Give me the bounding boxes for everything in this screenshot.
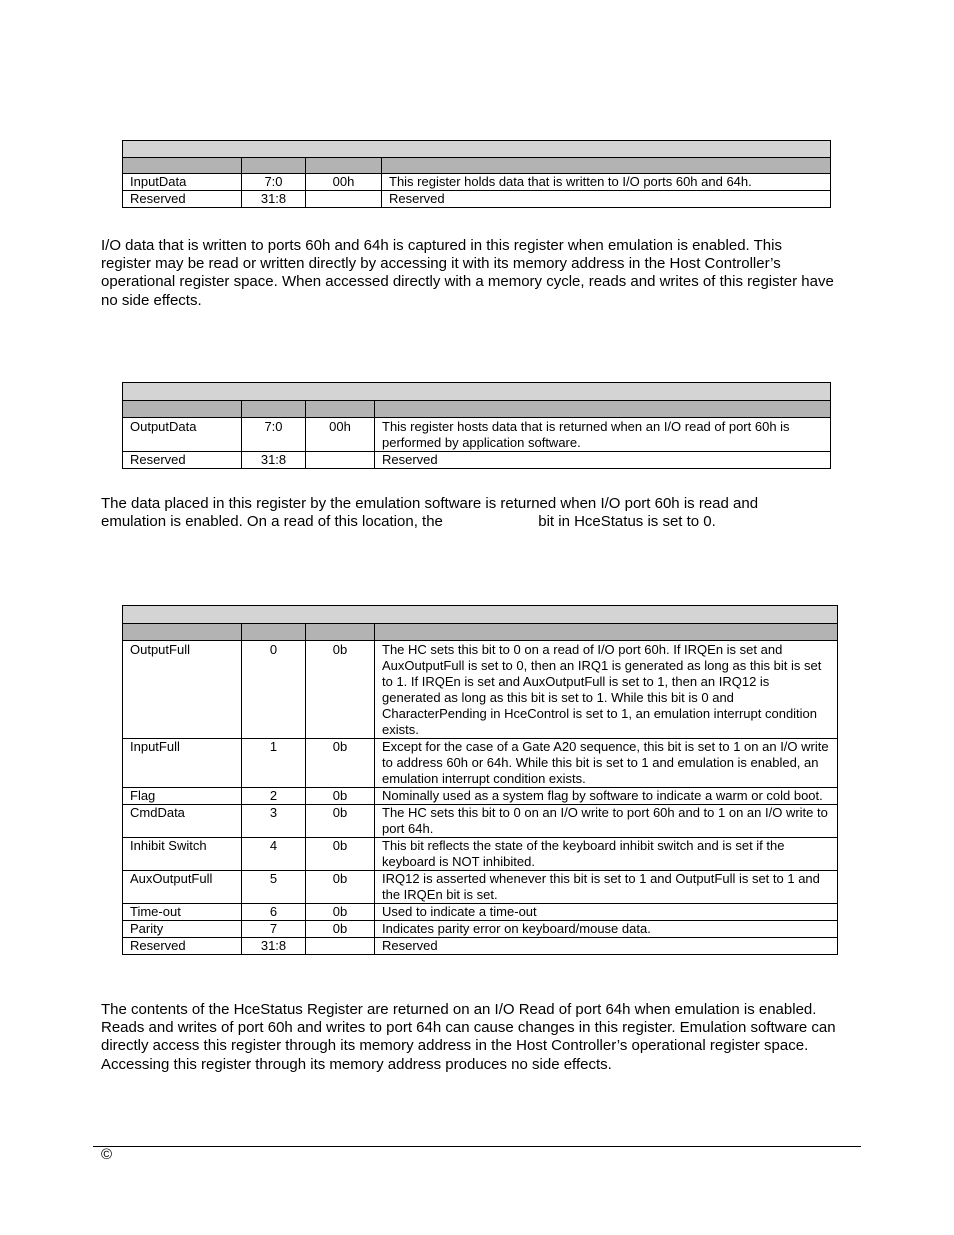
field-description: This bit reflects the state of the keyboard inhibit switch and is set if the keyboard is NOT inhibited. [375, 838, 838, 871]
table-row [123, 418, 831, 452]
field-bits: 3 [242, 805, 306, 838]
field-description: Indicates parity error on keyboard/mouse data. [375, 921, 838, 938]
field-bits: 7:0 [242, 174, 306, 191]
field-description: Nominally used as a system flag by software to indicate a warm or cold boot. [375, 788, 838, 805]
field-bits: 31:8 [242, 938, 306, 955]
field-name: Flag [123, 788, 242, 805]
table-row [123, 788, 838, 805]
field-reset: 0b [306, 904, 375, 921]
body-paragraph: The contents of the HceStatus Register are returned on an I/O Read of port 64h when emulation is enabled. Reads and writes of port 60h and writes to port 64h can cause changes in this register. Emulation software can directly access this register through its memory address in the Host Controller’s operational register space. Accessing this register through its memory address produces no side effects. [101, 1001, 836, 1073]
field-reset: 00h [306, 174, 382, 191]
field-name: Reserved [123, 191, 242, 208]
table-title-bar [123, 606, 838, 624]
field-bits: 0 [242, 641, 306, 739]
table-row [123, 641, 838, 739]
table-header-row [123, 158, 831, 174]
field-reset: 0b [306, 739, 375, 788]
table-row [123, 871, 838, 904]
field-bits: 2 [242, 788, 306, 805]
field-description: Reserved [382, 191, 831, 208]
body-paragraph [101, 495, 821, 531]
field-bits: 31:8 [242, 191, 306, 208]
field-name: AuxOutputFull [123, 871, 242, 904]
hce-status-register-table [122, 605, 838, 955]
table-title-bar [123, 383, 831, 401]
footer-copyright: © [101, 1146, 113, 1163]
table-row [123, 938, 838, 955]
field-name: Parity [123, 921, 242, 938]
table-row [123, 452, 831, 469]
field-name: Reserved [123, 938, 242, 955]
paragraph-text-before: The data placed in this register by the emulation software is returned when I/O port 60h is read and emulation is enabled. On a read of this location, the [101, 495, 759, 531]
field-name: Time-out [123, 904, 242, 921]
table-header-row [123, 401, 831, 418]
table-row [123, 174, 831, 191]
field-reset: 0b [306, 805, 375, 838]
field-name: InputFull [123, 739, 242, 788]
field-reset: 00h [306, 418, 375, 452]
field-bits: 7:0 [242, 418, 306, 452]
field-bits: 6 [242, 904, 306, 921]
table-row [123, 838, 838, 871]
table-row [123, 191, 831, 208]
paragraph-text-after: bit in HceStatus is set to 0. [538, 513, 716, 531]
field-description: The HC sets this bit to 0 on an I/O write to port 60h and to 1 on an I/O write to port 64h. [375, 805, 838, 838]
field-name: OutputData [123, 418, 242, 452]
field-description: Used to indicate a time-out [375, 904, 838, 921]
field-bits: 1 [242, 739, 306, 788]
table-row [123, 739, 838, 788]
field-bits: 31:8 [242, 452, 306, 469]
table-title-bar [123, 141, 831, 158]
field-name: Inhibit Switch [123, 838, 242, 871]
body-paragraph: I/O data that is written to ports 60h and 64h is captured in this register when emulation is enabled. This register may be read or written directly by accessing it with its memory address in the Host Controller’s operational register space. When accessed directly with a memory cycle, reads and writes of this register have no side effects. [101, 237, 834, 309]
field-bits: 5 [242, 871, 306, 904]
field-description: This register hosts data that is returned when an I/O read of port 60h is performed by application software. [375, 418, 831, 452]
field-reset [306, 452, 375, 469]
table-row [123, 921, 838, 938]
hce-output-register-table [122, 382, 831, 469]
field-reset: 0b [306, 871, 375, 904]
footer-divider [93, 1146, 861, 1147]
field-name: InputData [123, 174, 242, 191]
table-header-row [123, 624, 838, 641]
field-reset [306, 191, 382, 208]
field-reset [306, 938, 375, 955]
field-description: Except for the case of a Gate A20 sequence, this bit is set to 1 on an I/O write to address 60h or 64h. While this bit is set to 1 and emulation is enabled, an emulation interrupt condition exists. [375, 739, 838, 788]
field-description: IRQ12 is asserted whenever this bit is set to 1 and OutputFull is set to 1 and the IRQEn bit is set. [375, 871, 838, 904]
field-name: Reserved [123, 452, 242, 469]
field-description: Reserved [375, 938, 838, 955]
field-reset: 0b [306, 788, 375, 805]
field-name: OutputFull [123, 641, 242, 739]
hce-input-register-table [122, 140, 831, 208]
field-bits: 7 [242, 921, 306, 938]
field-bits: 4 [242, 838, 306, 871]
field-reset: 0b [306, 921, 375, 938]
field-description: Reserved [375, 452, 831, 469]
table-row [123, 904, 838, 921]
field-name: CmdData [123, 805, 242, 838]
field-description: The HC sets this bit to 0 on a read of I/O port 60h. If IRQEn is set and AuxOutputFull is set to 0, then an IRQ1 is generated as long as this bit is set to 1. If IRQEn is set and AuxOutputFull is set to 1, then an IRQ12 is generated as long as this bit is set to 1. While this bit is 0 and CharacterPending in HceControl is set to 1, an emulation interrupt condition exists. [375, 641, 838, 739]
table-row [123, 805, 838, 838]
field-description: This register holds data that is written to I/O ports 60h and 64h. [382, 174, 831, 191]
field-reset: 0b [306, 838, 375, 871]
field-reset: 0b [306, 641, 375, 739]
